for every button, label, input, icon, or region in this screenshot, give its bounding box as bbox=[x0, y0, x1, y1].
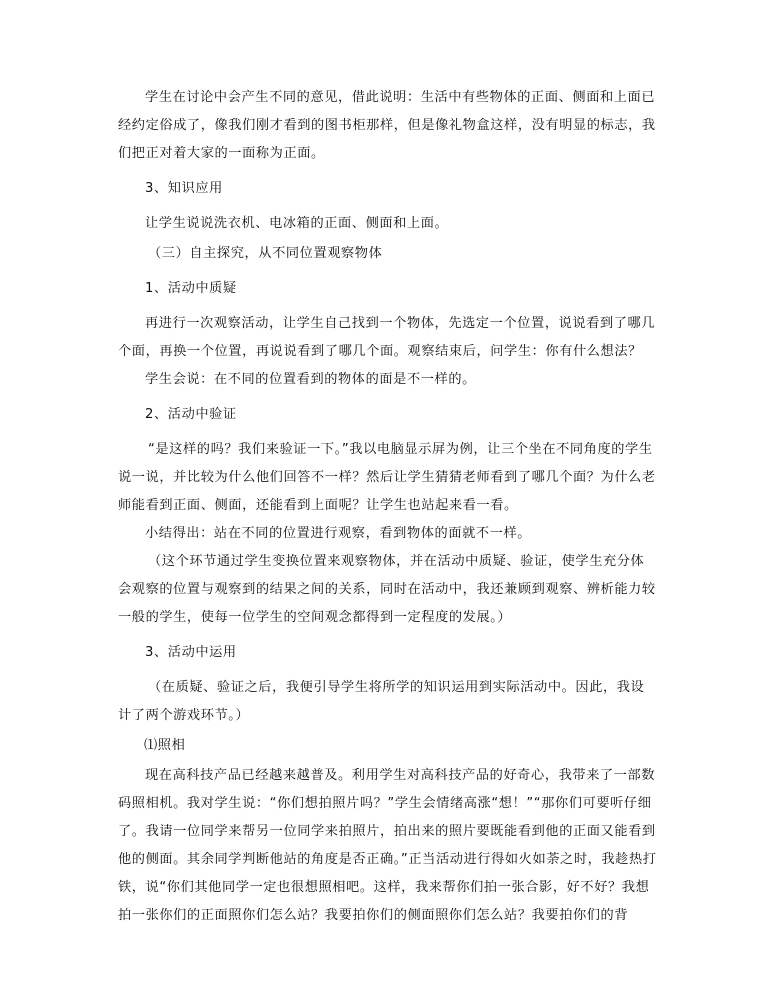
paragraph-verify-monitor: “是这样的吗？我们来验证一下。”我以电脑显示屏为例，让三个坐在不同角度的学生说一说，并比较为什么他们回答不一样？然后让学生猜猜老师看到了哪几个面？为什么老师能看到正面、侧面，还能看到上面呢？让学生也站起来看一看。 bbox=[118, 442, 656, 513]
heading-knowledge-application: 3、知识应用 bbox=[145, 181, 223, 196]
heading-activity-question: 1、活动中质疑 bbox=[145, 281, 237, 296]
heading-activity-use: 3、活动中运用 bbox=[145, 645, 237, 660]
heading-activity-verify: 2、活动中验证 bbox=[145, 407, 237, 422]
paragraph-observation-activity: 再进行一次观察活动，让学生自己找到一个物体，先选定一个位置，说说看到了哪几个面，再换一个位置，再说说看到了哪几个面。观察结束后，问学生：你有什么想法？ bbox=[118, 316, 656, 359]
paragraph-washing-machine: 让学生说说洗衣机、电冰箱的正面、侧面和上面。 bbox=[145, 216, 449, 231]
heading-section-three: （三）自主探究，从不同位置观察物体 bbox=[148, 246, 383, 261]
paragraph-note-games: （在质疑、验证之后，我便引导学生将所学的知识运用到实际活动中。因此，我设计了两个游戏环节。） bbox=[118, 680, 645, 723]
document-page bbox=[118, 84, 658, 930]
paragraph-summary: 小结得出：站在不同的位置进行观察，看到物体的面就不一样。 bbox=[145, 526, 532, 541]
paragraph-photo-activity: 现在高科技产品已经越来越普及。利用学生对高科技产品的好奇心，我带来了一部数码照相机。我对学生说：“你们想拍照片吗？”学生会情绪高涨“想！”“那你们可要听仔细了。我请一位同学来帮另一位同学来拍照片，拍出来的照片要既能看到他的正面又能看到他的侧面。其余同学判断他站的角度是否正确。”正当活动进行得如火如荼之时，我趁热打铁，说“你们其他同学一定也很想照相吧。这样，我来帮你们拍一张合影，好不好？我想拍一张你们的正面照你们怎么站？我要拍你们的侧面照你们怎么站？我要拍你们的背 bbox=[118, 768, 657, 923]
paragraph-student-says: 学生会说：在不同的位置看到的物体的面是不一样的。 bbox=[145, 372, 476, 387]
paragraph-note-stage: （这个环节通过学生变换位置来观察物体，并在活动中质疑、验证，使学生充分体会观察的位置与观察到的结果之间的关系，同时在活动中，我还兼顾到观察、辨析能力较一般的学生，使每一位学生的空间观念都得到一定程度的发展。） bbox=[118, 554, 656, 625]
paragraph-discussion-summary: 学生在讨论中会产生不同的意见，借此说明：生活中有些物体的正面、侧面和上面已经约定俗成了，像我们刚才看到的图书柜那样，但是像礼物盒这样，没有明显的标志，我们把正对着大家的一面称为正面。 bbox=[118, 90, 656, 161]
heading-photo: ⑴照相 bbox=[144, 738, 186, 753]
